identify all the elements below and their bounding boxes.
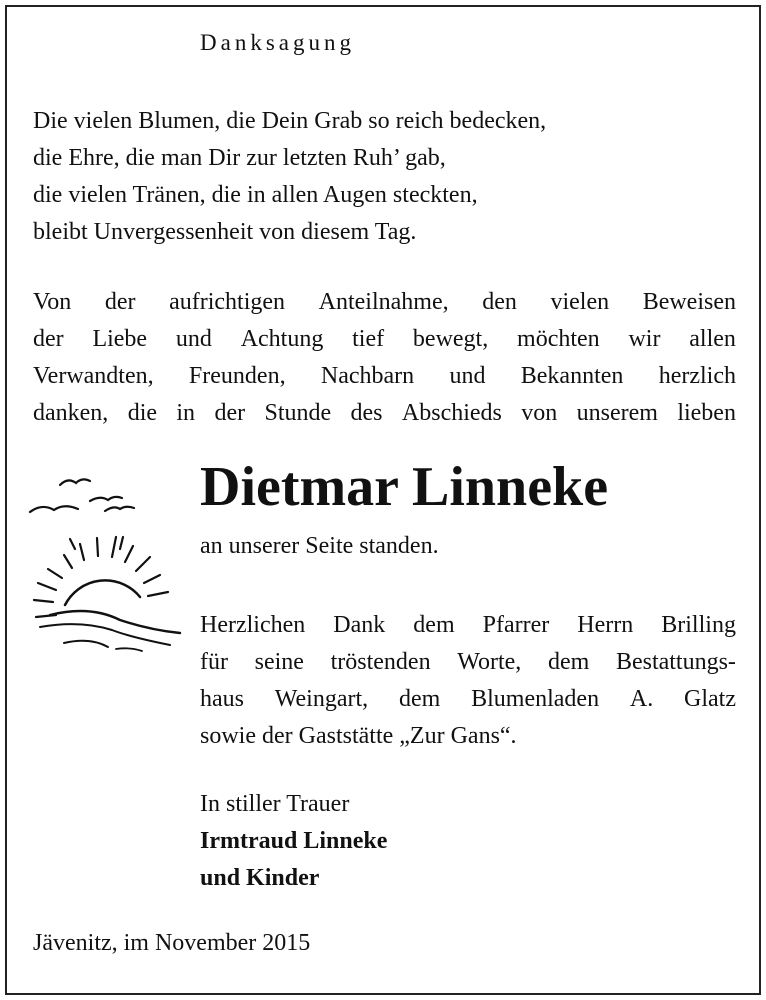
mourner-name: Irmtraud Linneke	[200, 828, 388, 854]
poem-line: Die vielen Blumen, die Dein Grab so reich bedecken,	[33, 108, 547, 134]
poem-line: bleibt Unvergessenheit von diesem Tag.	[33, 219, 417, 245]
thanks-line: Herzlichen Dank dem Pfarrer Herrn Brilling	[200, 612, 736, 638]
paragraph-line: danken, die in der Stunde des Abschieds von unserem lieben	[33, 400, 736, 426]
heading: Danksagung	[200, 30, 355, 55]
thanks-line: haus Weingart, dem Blumenladen A. Glatz	[200, 686, 736, 712]
place-date: Jävenitz, im November 2015	[33, 930, 311, 956]
paragraph-line: der Liebe und Achtung tief bewegt, möchten wir allen	[33, 326, 736, 352]
stood-line: an unserer Seite standen.	[200, 533, 439, 559]
thanks-paragraph	[200, 607, 736, 755]
sunset-with-birds-icon	[20, 465, 190, 665]
deceased-name: Dietmar Linneke	[200, 456, 609, 518]
thanks-line: sowie der Gaststätte „Zur Gans“.	[200, 723, 517, 749]
mourner-name: und Kinder	[200, 865, 320, 891]
thanks-line: für seine tröstenden Worte, dem Bestattungs-	[200, 649, 736, 675]
poem	[33, 103, 546, 251]
gratitude-paragraph	[33, 284, 736, 432]
paragraph-line: Verwandten, Freunden, Nachbarn und Bekannten herzlich	[33, 363, 736, 389]
paragraph-line: Von der aufrichtigen Anteilnahme, den vielen Beweisen	[33, 289, 736, 315]
mourning-intro: In stiller Trauer	[200, 791, 350, 817]
poem-line: die Ehre, die man Dir zur letzten Ruh’ gab,	[33, 145, 446, 171]
poem-line: die vielen Tränen, die in allen Augen steckten,	[33, 182, 478, 208]
mourning-signature	[200, 786, 387, 897]
